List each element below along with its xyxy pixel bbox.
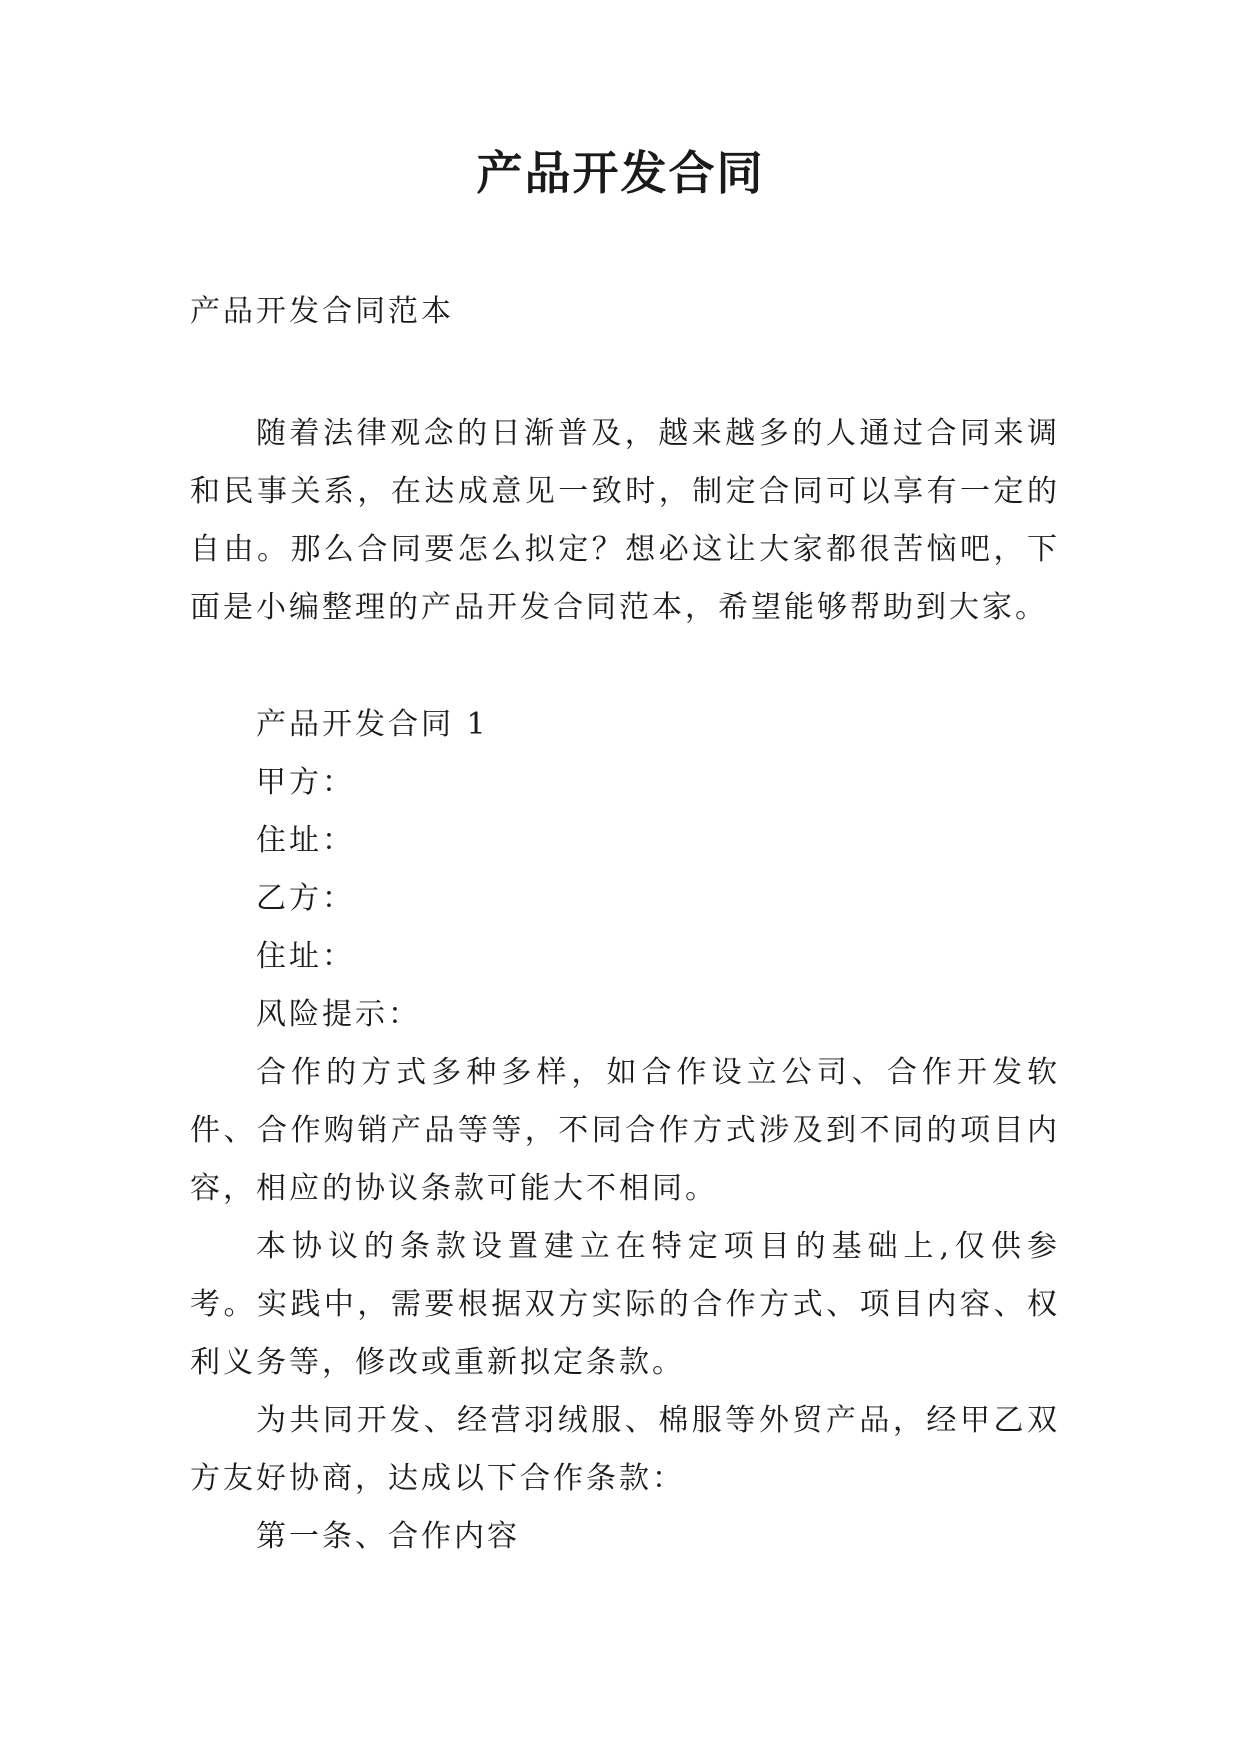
document-subtitle: 产品开发合同范本 bbox=[190, 294, 454, 329]
risk-heading: 风险提示： bbox=[256, 997, 421, 1032]
contract-body bbox=[190, 696, 1060, 1566]
purpose-paragraph: 为共同开发、经营羽绒服、棉服等外贸产品，经甲乙双方友好协商，达成以下合作条款： bbox=[190, 1403, 1060, 1496]
party-b-label: 乙方： bbox=[256, 881, 355, 916]
address-b-label: 住址： bbox=[256, 939, 355, 974]
section-heading: 产品开发合同 1 bbox=[256, 707, 489, 742]
intro-paragraph: 随着法律观念的日渐普及，越来越多的人通过合同来调和民事关系，在达成意见一致时，制定合同可以享有一定的自由。那么合同要怎么拟定？想必这让大家都很苦恼吧，下面是小编整理的产品开发合同范本，希望能够帮助到大家。 bbox=[190, 416, 1060, 625]
risk-paragraph-2: 本协议的条款设置建立在特定项目的基础上,仅供参考。实践中，需要根据双方实际的合作方式、项目内容、权利义务等，修改或重新拟定条款。 bbox=[190, 1229, 1060, 1380]
party-a-label: 甲方： bbox=[256, 765, 355, 800]
article-1-heading: 第一条、合作内容 bbox=[256, 1519, 520, 1554]
document-title: 产品开发合同 bbox=[476, 146, 765, 200]
risk-paragraph-1: 合作的方式多种多样，如合作设立公司、合作开发软件、合作购销产品等等，不同合作方式涉及到不同的项目内容，相应的协议条款可能大不相同。 bbox=[190, 1055, 1060, 1206]
address-a-label: 住址： bbox=[256, 823, 355, 858]
intro-section bbox=[190, 405, 1060, 637]
